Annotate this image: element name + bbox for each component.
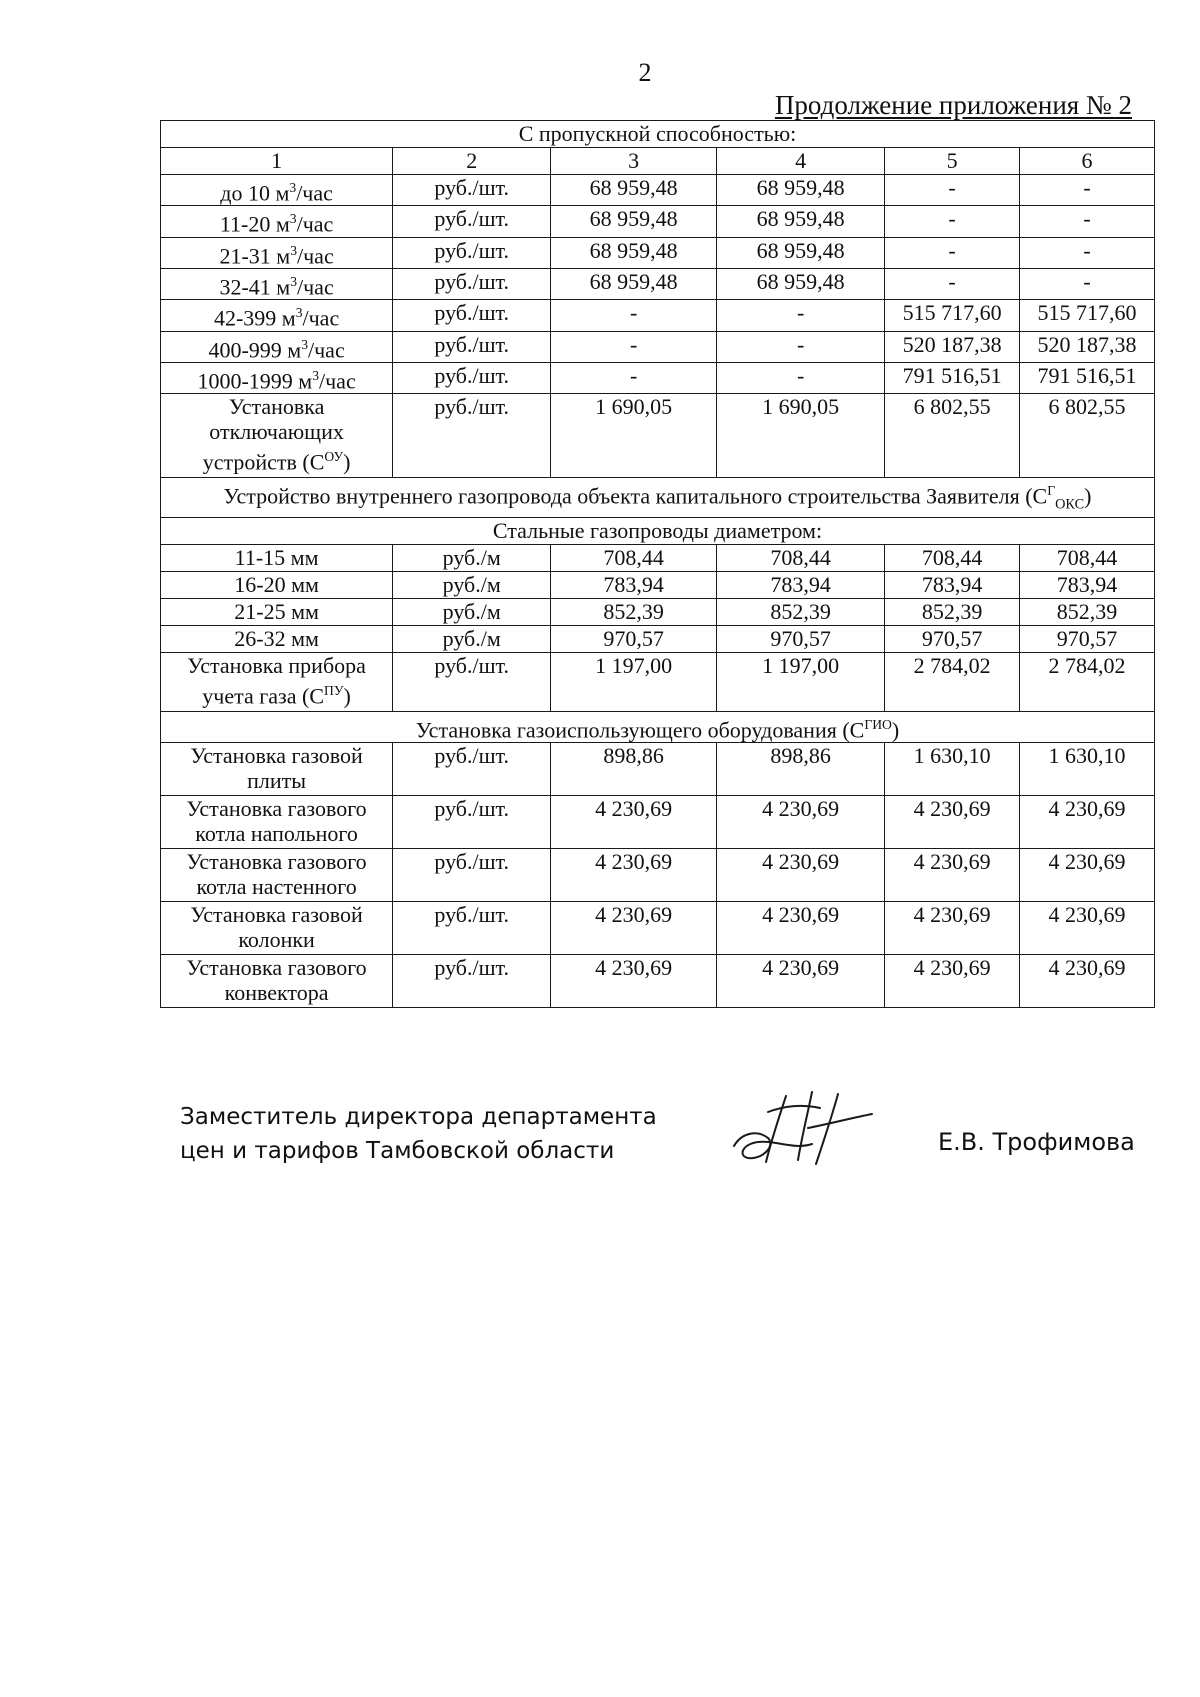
row-value: 898,86 bbox=[717, 743, 885, 796]
row-name: 26-32 мм bbox=[161, 626, 393, 653]
row-value: 4 230,69 bbox=[885, 796, 1020, 849]
row-value: 4 230,69 bbox=[1020, 955, 1155, 1008]
signatory-position bbox=[180, 1100, 657, 1168]
row-value: - bbox=[551, 300, 717, 331]
row-value: 4 230,69 bbox=[885, 849, 1020, 902]
row-unit: руб./шт. bbox=[393, 362, 551, 393]
row-name: 1000-1999 $м^3$/час bbox=[161, 362, 393, 393]
table-row bbox=[161, 796, 1155, 849]
row-value: - bbox=[1020, 237, 1155, 268]
table-row bbox=[161, 599, 1155, 626]
handwritten-signature bbox=[728, 1084, 878, 1170]
row-name: до 10 $м^3$/час bbox=[161, 175, 393, 206]
row-value: 2 784,02 bbox=[1020, 653, 1155, 711]
row-value: 852,39 bbox=[1020, 599, 1155, 626]
table-row bbox=[161, 653, 1155, 711]
row-value: 708,44 bbox=[717, 545, 885, 572]
row-value: 970,57 bbox=[1020, 626, 1155, 653]
row-value: - bbox=[717, 362, 885, 393]
table-row bbox=[161, 206, 1155, 237]
row-value: 852,39 bbox=[717, 599, 885, 626]
row-unit: руб./шт. bbox=[393, 796, 551, 849]
row-value: - bbox=[885, 268, 1020, 299]
row-unit: руб./шт. bbox=[393, 237, 551, 268]
row-value: - bbox=[717, 331, 885, 362]
row-unit: руб./м bbox=[393, 626, 551, 653]
appendix-continuation-heading: Продолжение приложения № 2 bbox=[774, 90, 1132, 120]
row-value: 970,57 bbox=[551, 626, 717, 653]
tariff-table bbox=[160, 120, 1155, 1008]
table-row bbox=[161, 175, 1155, 206]
row-name: Установка прибора учета газа $(С^{ПУ})$ bbox=[161, 653, 393, 711]
table-row bbox=[161, 545, 1155, 572]
row-name: 32-41 $м^3$/час bbox=[161, 268, 393, 299]
row-value: 2 784,02 bbox=[885, 653, 1020, 711]
section-title-equipment: Установка газоиспользующего оборудования $(С^{ГИО})$ bbox=[161, 711, 1155, 742]
row-value: 708,44 bbox=[1020, 545, 1155, 572]
column-number-row bbox=[161, 148, 1155, 175]
row-value: 852,39 bbox=[551, 599, 717, 626]
row-name: 11-20 $м^3$/час bbox=[161, 206, 393, 237]
row-unit: руб./шт. bbox=[393, 206, 551, 237]
row-unit: руб./м bbox=[393, 572, 551, 599]
table-row bbox=[161, 743, 1155, 796]
row-value: 783,94 bbox=[1020, 572, 1155, 599]
row-unit: руб./шт. bbox=[393, 653, 551, 711]
row-value: - bbox=[885, 175, 1020, 206]
table-row bbox=[161, 237, 1155, 268]
row-name: 16-20 мм bbox=[161, 572, 393, 599]
row-name: 21-25 мм bbox=[161, 599, 393, 626]
row-value: 783,94 bbox=[717, 572, 885, 599]
row-value: - bbox=[551, 331, 717, 362]
row-value: 708,44 bbox=[551, 545, 717, 572]
row-value: 1 197,00 bbox=[717, 653, 885, 711]
row-unit: руб./м bbox=[393, 545, 551, 572]
table-row bbox=[161, 626, 1155, 653]
row-value: 4 230,69 bbox=[1020, 796, 1155, 849]
row-name: 400-999 $м^3$/час bbox=[161, 331, 393, 362]
table-row bbox=[161, 268, 1155, 299]
column-number: 4 bbox=[717, 148, 885, 175]
row-value: 970,57 bbox=[717, 626, 885, 653]
row-value: 970,57 bbox=[885, 626, 1020, 653]
row-value: - bbox=[885, 237, 1020, 268]
row-value: 783,94 bbox=[885, 572, 1020, 599]
column-number: 3 bbox=[551, 148, 717, 175]
section-header-row bbox=[161, 711, 1155, 742]
row-value: 4 230,69 bbox=[885, 902, 1020, 955]
row-value: - bbox=[1020, 206, 1155, 237]
row-name: 11-15 мм bbox=[161, 545, 393, 572]
row-value: - bbox=[1020, 175, 1155, 206]
table-row bbox=[161, 902, 1155, 955]
row-value: 68 959,48 bbox=[551, 206, 717, 237]
row-value: 4 230,69 bbox=[717, 902, 885, 955]
row-value: 515 717,60 bbox=[1020, 300, 1155, 331]
row-name: 21-31 $м^3$/час bbox=[161, 237, 393, 268]
row-value: 1 630,10 bbox=[885, 743, 1020, 796]
row-value: 4 230,69 bbox=[717, 955, 885, 1008]
row-value: 68 959,48 bbox=[717, 175, 885, 206]
section-title-internal-pipeline: Устройство внутреннего газопровода объекта капитального строительства Заявителя $(С^Г_{ОКС})$ bbox=[161, 477, 1155, 518]
row-value: 6 802,55 bbox=[1020, 394, 1155, 477]
row-value: 4 230,69 bbox=[551, 955, 717, 1008]
row-value: 1 197,00 bbox=[551, 653, 717, 711]
row-unit: руб./м bbox=[393, 599, 551, 626]
row-value: - bbox=[1020, 268, 1155, 299]
signature-block bbox=[180, 1100, 1180, 1190]
page-number: 2 bbox=[638, 58, 652, 87]
row-unit: руб./шт. bbox=[393, 849, 551, 902]
row-value: 791 516,51 bbox=[885, 362, 1020, 393]
row-value: - bbox=[885, 206, 1020, 237]
row-name: Установка газового конвектора bbox=[161, 955, 393, 1008]
row-value: 783,94 bbox=[551, 572, 717, 599]
row-value: 898,86 bbox=[551, 743, 717, 796]
row-value: - bbox=[551, 362, 717, 393]
row-value: 68 959,48 bbox=[717, 206, 885, 237]
row-value: 4 230,69 bbox=[551, 849, 717, 902]
row-unit: руб./шт. bbox=[393, 331, 551, 362]
row-value: 4 230,69 bbox=[1020, 849, 1155, 902]
signatory-name: Е.В. Трофимова bbox=[938, 1128, 1135, 1156]
row-name: Установка отключающих устройств $(С^{ОУ})$ bbox=[161, 394, 393, 477]
row-unit: руб./шт. bbox=[393, 743, 551, 796]
table-row bbox=[161, 849, 1155, 902]
row-value: 4 230,69 bbox=[717, 849, 885, 902]
row-value: 1 690,05 bbox=[717, 394, 885, 477]
row-value: 68 959,48 bbox=[551, 175, 717, 206]
row-value: 852,39 bbox=[885, 599, 1020, 626]
row-value: 4 230,69 bbox=[551, 902, 717, 955]
row-name: Установка газовой плиты bbox=[161, 743, 393, 796]
column-number: 2 bbox=[393, 148, 551, 175]
row-value: 791 516,51 bbox=[1020, 362, 1155, 393]
column-number: 5 bbox=[885, 148, 1020, 175]
table-row bbox=[161, 362, 1155, 393]
table-row bbox=[161, 331, 1155, 362]
row-unit: руб./шт. bbox=[393, 955, 551, 1008]
row-value: - bbox=[717, 300, 885, 331]
row-name: 42-399 $м^3$/час bbox=[161, 300, 393, 331]
signatory-position-line: цен и тарифов Тамбовской области bbox=[180, 1138, 615, 1164]
row-name: Установка газового котла напольного bbox=[161, 796, 393, 849]
row-value: 1 630,10 bbox=[1020, 743, 1155, 796]
row-unit: руб./шт. bbox=[393, 902, 551, 955]
section-title-capacity: С пропускной способностью: bbox=[161, 121, 1155, 148]
row-value: 1 690,05 bbox=[551, 394, 717, 477]
section-subheader-row bbox=[161, 518, 1155, 545]
row-value: 68 959,48 bbox=[717, 237, 885, 268]
row-unit: руб./шт. bbox=[393, 175, 551, 206]
row-value: 4 230,69 bbox=[885, 955, 1020, 1008]
table-row bbox=[161, 572, 1155, 599]
row-value: 4 230,69 bbox=[1020, 902, 1155, 955]
row-value: 708,44 bbox=[885, 545, 1020, 572]
row-unit: руб./шт. bbox=[393, 394, 551, 477]
row-value: 68 959,48 bbox=[717, 268, 885, 299]
row-value: 4 230,69 bbox=[551, 796, 717, 849]
row-name: Установка газовой колонки bbox=[161, 902, 393, 955]
row-value: 520 187,38 bbox=[885, 331, 1020, 362]
row-value: 68 959,48 bbox=[551, 237, 717, 268]
row-value: 4 230,69 bbox=[717, 796, 885, 849]
row-unit: руб./шт. bbox=[393, 268, 551, 299]
row-value: 515 717,60 bbox=[885, 300, 1020, 331]
section-header-row bbox=[161, 121, 1155, 148]
column-number: 1 bbox=[161, 148, 393, 175]
table-row bbox=[161, 300, 1155, 331]
table-row bbox=[161, 394, 1155, 477]
signatory-position-line: Заместитель директора департамента bbox=[180, 1104, 657, 1130]
section-header-row bbox=[161, 477, 1155, 518]
section-subtitle-steel-pipes: Стальные газопроводы диаметром: bbox=[161, 518, 1155, 545]
row-name: Установка газового котла настенного bbox=[161, 849, 393, 902]
table-row bbox=[161, 955, 1155, 1008]
row-unit: руб./шт. bbox=[393, 300, 551, 331]
row-value: 520 187,38 bbox=[1020, 331, 1155, 362]
column-number: 6 bbox=[1020, 148, 1155, 175]
row-value: 68 959,48 bbox=[551, 268, 717, 299]
row-value: 6 802,55 bbox=[885, 394, 1020, 477]
